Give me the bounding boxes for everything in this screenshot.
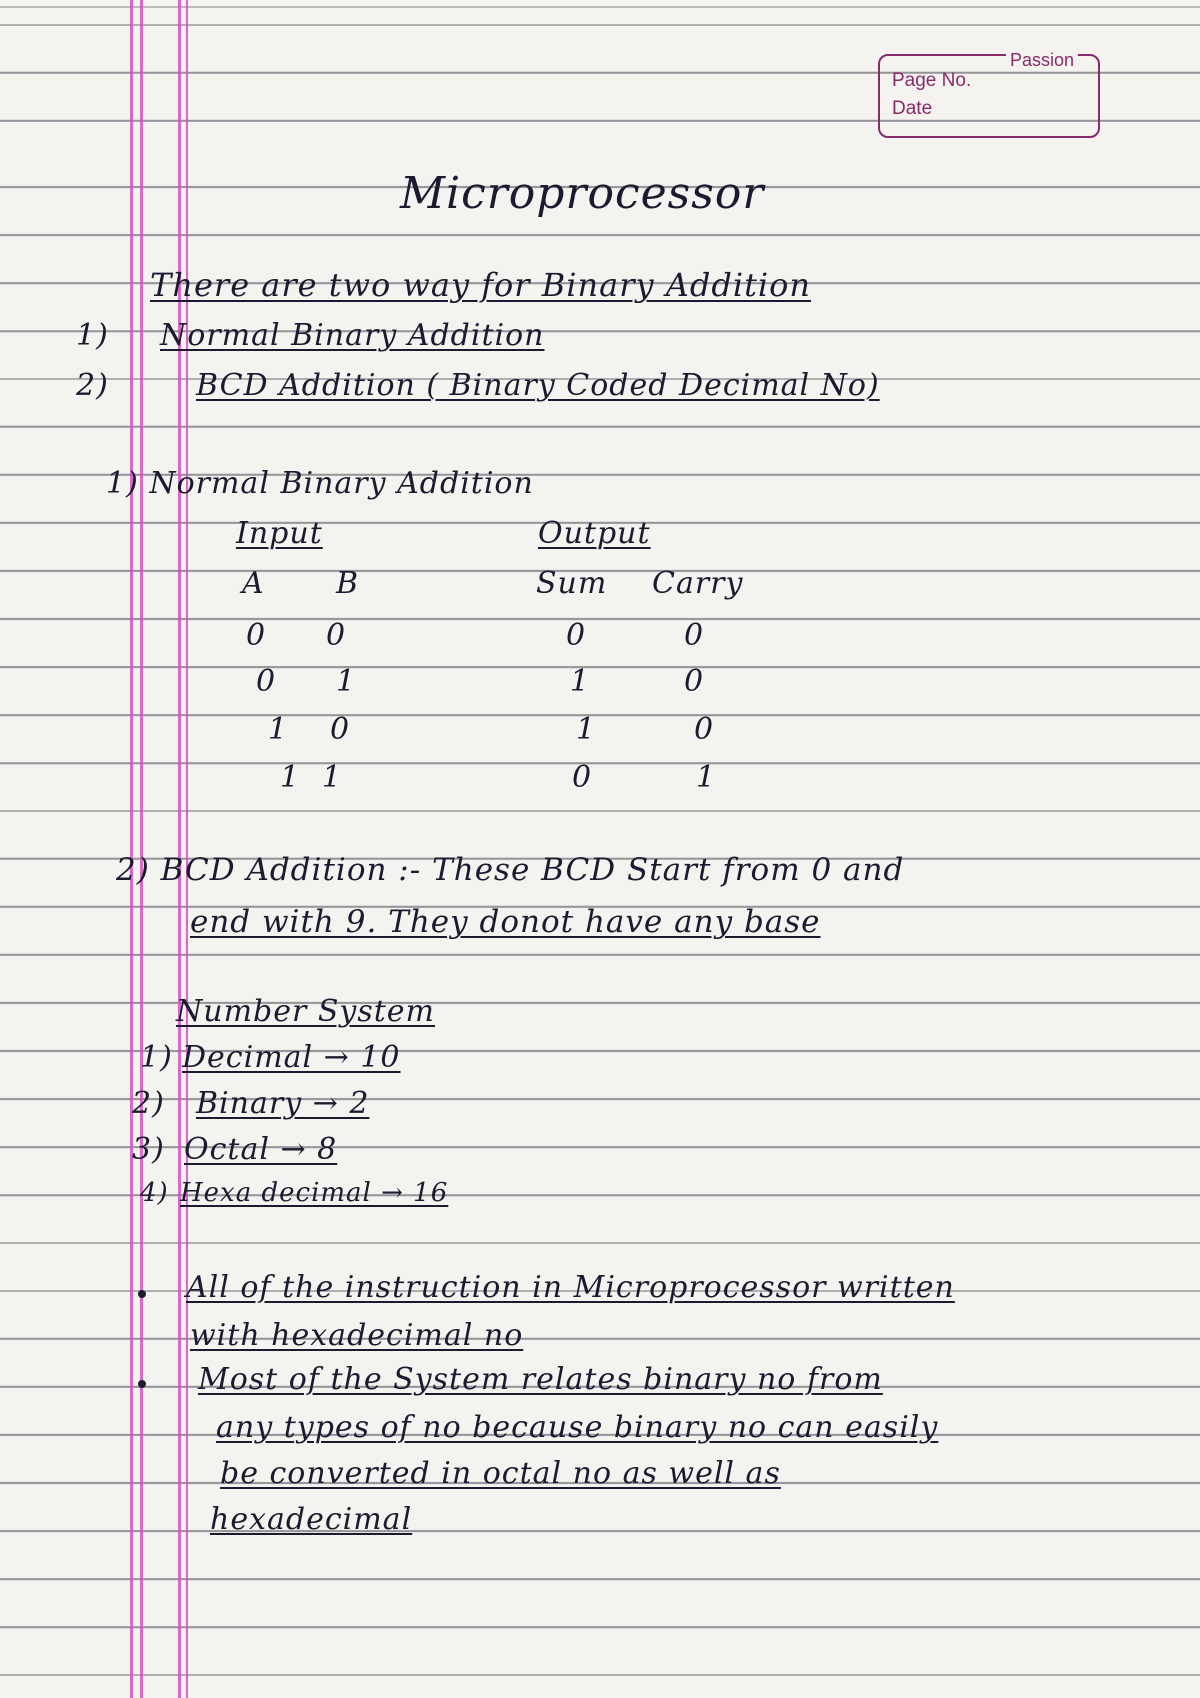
number-system-number: 1) <box>140 1040 173 1075</box>
table-cell: 1 <box>576 712 597 747</box>
table-cell: 1 <box>570 664 591 699</box>
bullet-line: Most of the System relates binary no from <box>198 1362 883 1397</box>
table-cell: 0 <box>694 712 715 747</box>
table-cell: 1 <box>322 760 343 795</box>
page-no-label: Page No. <box>892 70 972 91</box>
margin-line <box>130 0 133 1698</box>
table-cell: 1 <box>696 760 717 795</box>
table-cell: 0 <box>684 664 705 699</box>
column-header: B <box>336 566 360 601</box>
page-title: Microprocessor <box>400 168 765 219</box>
margin-line <box>140 0 143 1698</box>
number-system-number: 4) <box>140 1178 169 1208</box>
output-label: Output <box>538 516 651 551</box>
bullet-line: with hexadecimal no <box>190 1318 524 1353</box>
number-system-number: 3) <box>132 1132 165 1167</box>
bullet-line: All of the instruction in Microprocessor written <box>186 1270 955 1305</box>
number-system-item: Decimal → 10 <box>182 1040 401 1075</box>
bullet-dot <box>138 1380 146 1388</box>
number-system-item: Hexa decimal → 16 <box>180 1178 449 1208</box>
margin-line <box>178 0 181 1698</box>
bcd-line: end with 9. They donot have any base <box>190 904 821 940</box>
table-cell: 0 <box>326 618 347 653</box>
table-cell: 0 <box>684 618 705 653</box>
intro-item: Normal Binary Addition <box>160 318 545 353</box>
column-header: Sum <box>536 566 608 601</box>
number-system-item: Binary → 2 <box>196 1086 370 1121</box>
number-system-item: Octal → 8 <box>184 1132 338 1167</box>
table-cell: 0 <box>256 664 277 699</box>
table-cell: 1 <box>336 664 357 699</box>
section-heading: 1) Normal Binary Addition <box>106 466 534 501</box>
table-cell: 1 <box>280 760 301 795</box>
bcd-line: 2) BCD Addition :- These BCD Start from 0 and <box>116 852 905 888</box>
intro-item-number: 1) <box>76 318 109 353</box>
bullet-line: be converted in octal no as well as <box>220 1456 781 1491</box>
table-cell: 0 <box>330 712 351 747</box>
bullet-line: hexadecimal <box>210 1502 413 1537</box>
input-label: Input <box>236 516 323 551</box>
number-system-number: 2) <box>132 1086 165 1121</box>
number-system-heading: Number System <box>176 994 436 1029</box>
margin-line <box>186 0 188 1698</box>
table-cell: 0 <box>572 760 593 795</box>
bullet-line: any types of no because binary no can easily <box>216 1410 939 1445</box>
table-cell: 1 <box>268 712 289 747</box>
date-label: Date <box>892 98 933 119</box>
intro-item-number: 2) <box>76 368 109 403</box>
column-header: A <box>242 566 265 601</box>
page-number-box <box>878 50 1100 138</box>
table-cell: 0 <box>566 618 587 653</box>
brand-label: Passion <box>1006 50 1078 71</box>
column-header: Carry <box>652 566 744 601</box>
intro-line: There are two way for Binary Addition <box>150 266 812 304</box>
bullet-dot <box>138 1290 146 1298</box>
table-cell: 0 <box>246 618 267 653</box>
intro-item: BCD Addition ( Binary Coded Decimal No) <box>196 368 880 403</box>
